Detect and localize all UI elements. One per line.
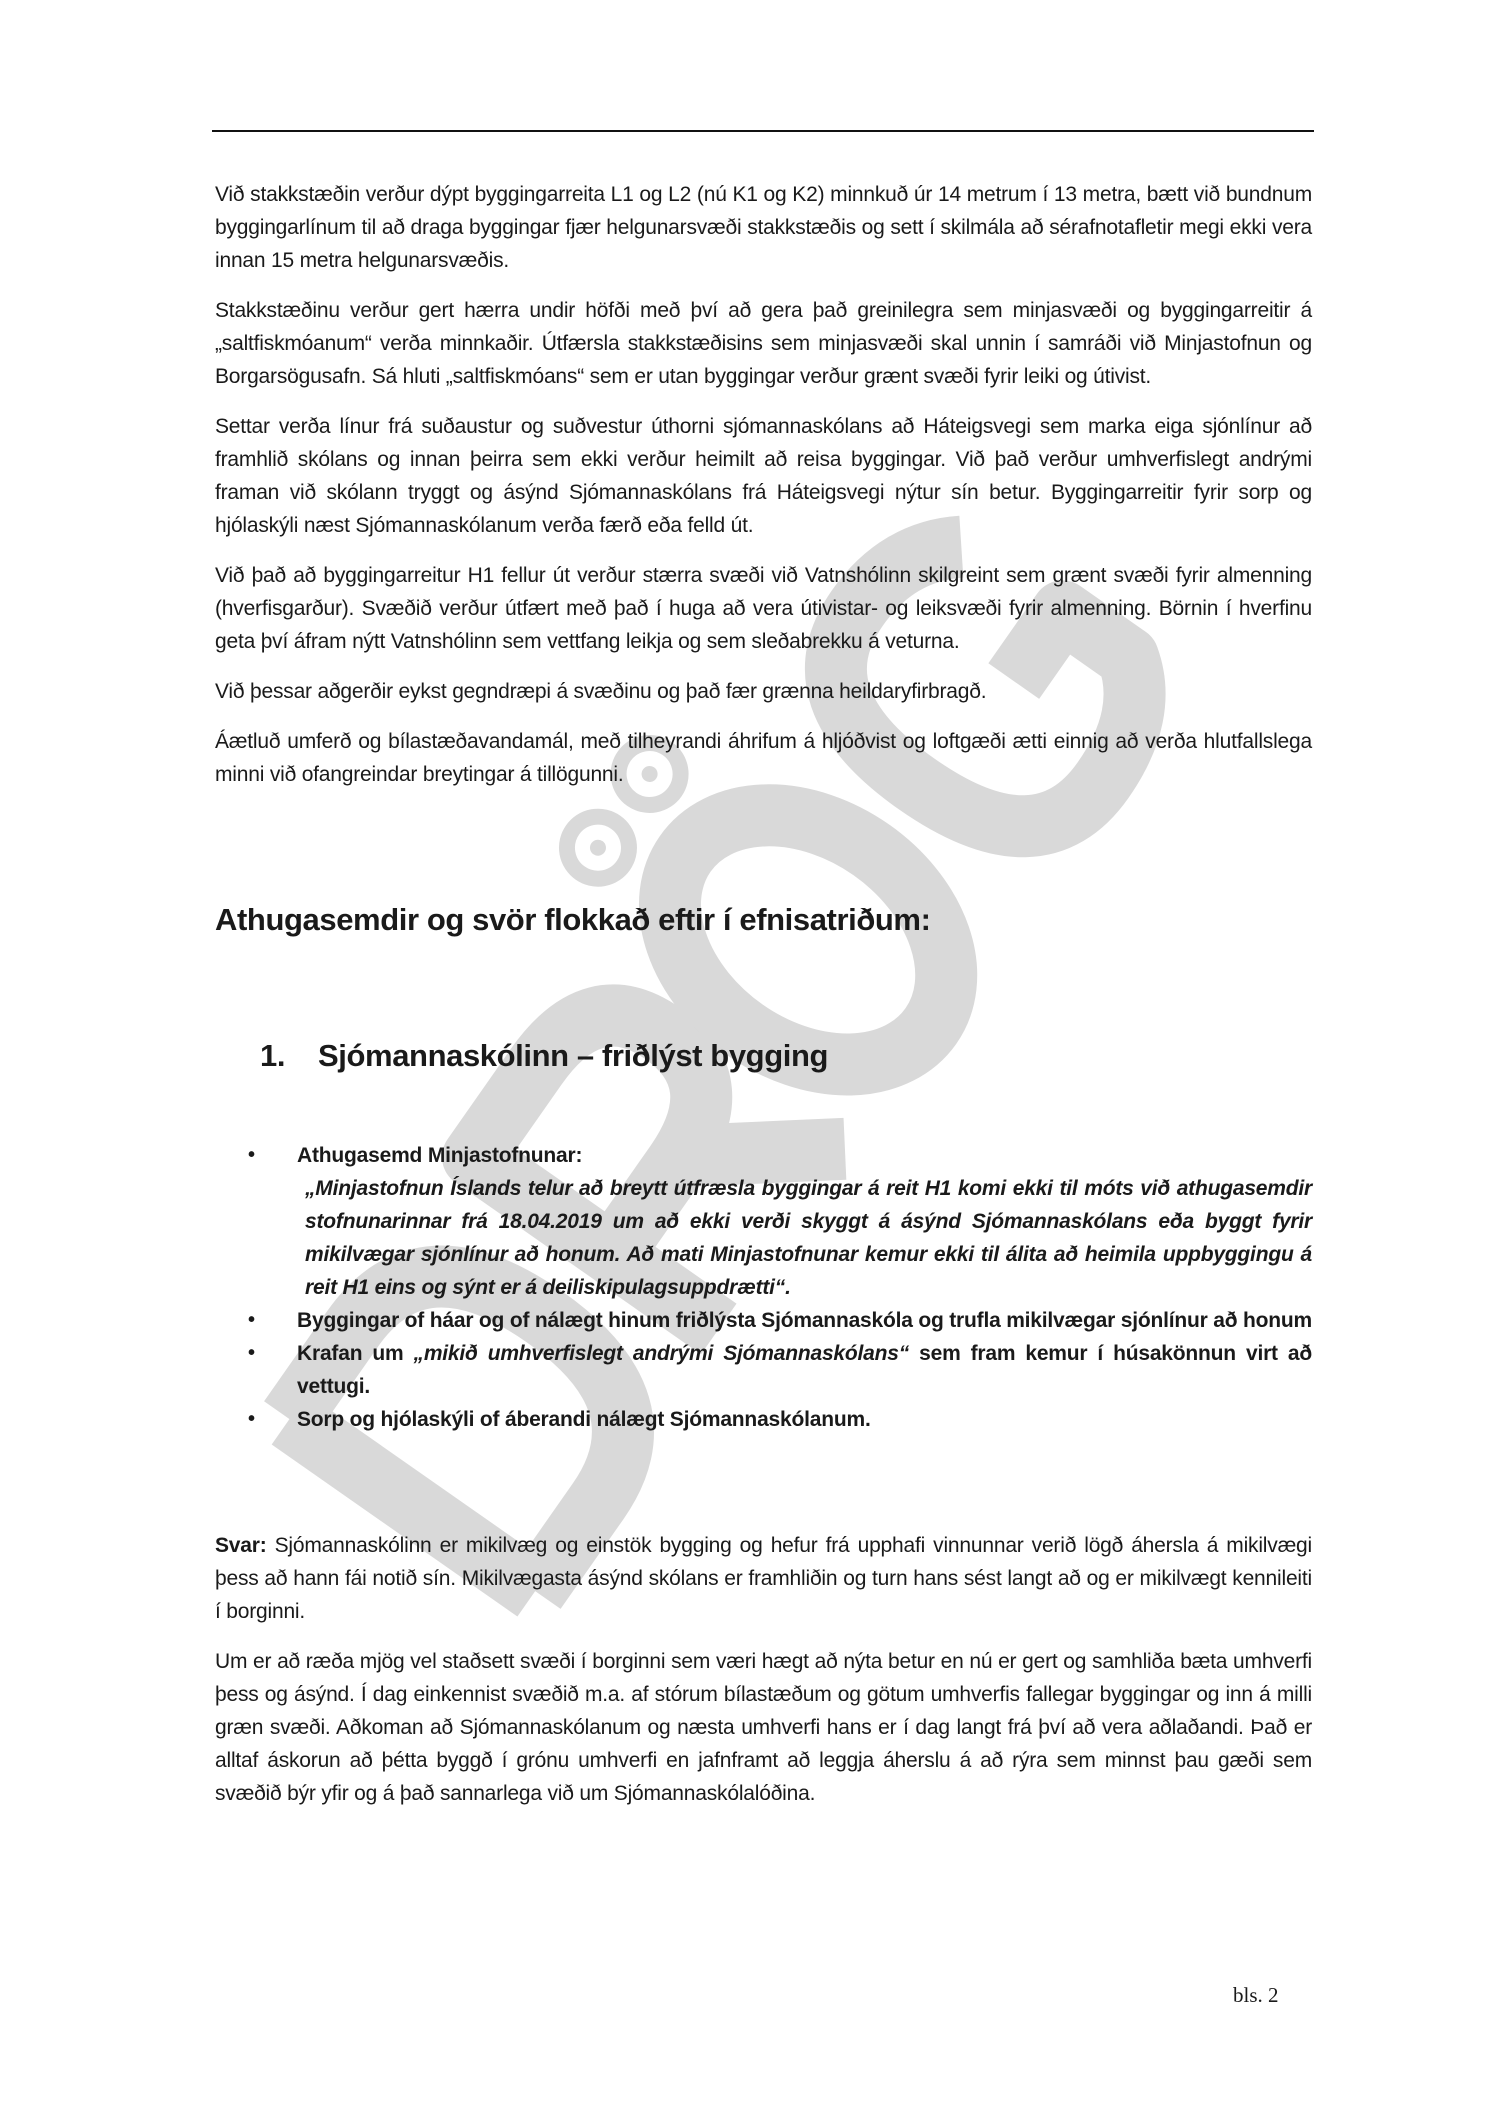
answer-paragraph-2: Um er að ræða mjög vel staðsett svæði í borginni sem væri hægt að nýta betur en nú er gert og samhliða bæta umhverfi þess og ásýnd. Í dag einkennist svæðið m.a. af stórum bílastæðum og götum umhverfis fallegar byggingar og inn á milli græn svæði. Aðkoman að Sjómannaskólanum og næsta umhverfi hans er í dag langt frá því að vera aðlaðandi. Það er alltaf áskorun að þétta byggð í grónu umhverfi en jafnframt að leggja áherslu á að rýra sem minnst þau gæði sem svæðið býr yfir og á það sannarlega við um Sjómannaskólalóðina. bbox=[215, 1650, 1312, 1805]
heading-text: Sjómannaskólinn – friðlýst bygging bbox=[318, 1038, 829, 1073]
list-item bbox=[215, 1337, 1312, 1403]
header-rule bbox=[212, 130, 1314, 132]
comment-text: Byggingar of háar og of nálægt hinum friðlýsta Sjómannaskóla og trufla mikilvægar sjónlínur að honum bbox=[297, 1309, 1312, 1332]
paragraph-gegndraepi: Við þessar aðgerðir eykst gegndræpi á svæðinu og það fær grænna heildaryfirbragð. bbox=[215, 680, 987, 703]
comment-quote: „Minjastofnun Íslands telur að breytt útfræsla byggingar á reit H1 komi ekki til móts við athugasemdir stofnunarinnar frá 18.04.2019 um að ekki verði skyggt á ásýnd Sjómannaskólans eða byggt fyrir mikilvægar sjónlínur að honum. Að mati Minjastofnunar kemur ekki til álita að heimila uppbyggingu á reit H1 eins og sýnt er á deiliskipulagsuppdrætti“. bbox=[305, 1177, 1312, 1299]
list-item bbox=[215, 1304, 1312, 1337]
answer-paragraph bbox=[215, 1529, 1312, 1628]
list-item bbox=[215, 1403, 1312, 1436]
paragraph-stakkstaedin: Við stakkstæðin verður dýpt byggingarreita L1 og L2 (nú K1 og K2) minnkuð úr 14 metrum í 13 metra, bætt við bundnum byggingarlínum til að draga byggingar fjær helgunarsvæði stakkstæðis og sett í skilmála að sérafnotafletir megi ekki vera innan 15 metra helgunarsvæðis. bbox=[215, 183, 1312, 272]
comment-text-post: sem fram kemur í húsakönnun virt að vettugi. bbox=[297, 1342, 1313, 1398]
document-body bbox=[215, 178, 1312, 1827]
bullet-icon: • bbox=[248, 1342, 255, 1364]
paragraph-sjonlinur: Settar verða línur frá suðaustur og suðvestur úthorni sjómannaskólans að Háteigsvegi sem marka eiga sjónlínur að framhlið skólans og innan þeirra sem ekki verður heimilt að reisa byggingar. Við það verður umhverfislegt andrými framan við skólann tryggt og ásýnd Sjómannaskólans frá Háteigsvegi nýtur sín betur. Byggingarreitir fyrir sorp og hjólaskýli næst Sjómannaskólanum verða færð eða felld út. bbox=[215, 415, 1312, 537]
paragraph-h1: Við það að byggingarreitur H1 fellur út verður stærra svæði við Vatnshólinn skilgreint sem grænt svæði fyrir almenning (hverfisgarður). Svæðið verður útfært með það í huga að vera útivistar- og leiksvæði fyrir almenning. Börnin í hverfinu geta því áfram nýtt Vatnshólinn sem vettfang leikja og sem sleðabrekku á veturna. bbox=[215, 564, 1312, 653]
comment-text-emphasis: „mikið umhverfislegt andrými Sjómannaskólans“ bbox=[413, 1342, 910, 1365]
heading-number: 1. bbox=[260, 1038, 286, 1073]
comments-list bbox=[215, 1139, 1312, 1436]
bullet-icon: • bbox=[248, 1309, 255, 1331]
paragraph-umferd: Áætluð umferð og bílastæðavandamál, með tilheyrandi áhrifum á hljóðvist og loftgæði ætti einnig að verða hlutfallslega minni við ofangreindar breytingar á tillögunni. bbox=[215, 730, 1312, 786]
comment-text-pre: Krafan um bbox=[297, 1342, 414, 1365]
page-number: bls. 2 bbox=[1233, 1983, 1279, 2007]
comment-text: Sorp og hjólaskýli of áberandi nálægt Sjómannaskólanum. bbox=[297, 1408, 871, 1431]
comment-title: Athugasemd Minjastofnunar: bbox=[297, 1144, 583, 1167]
paragraph-stakkstaedinu: Stakkstæðinu verður gert hærra undir höfði með því að gera það greinilegra sem minjasvæði og byggingarreitir á „saltfiskmóanum“ verða minnkaðir. Útfærsla stakkstæðisins sem minjasvæði skal unnin í samráði við Minjastofnun og Borgarsögusafn. Sá hluti „saltfiskmóans“ sem er utan byggingar verður grænt svæði fyrir leiki og útivist. bbox=[215, 299, 1312, 388]
answer-label: Svar: bbox=[215, 1534, 267, 1557]
list-item bbox=[215, 1139, 1312, 1304]
bullet-icon: • bbox=[248, 1408, 255, 1430]
answer-text: Sjómannaskólinn er mikilvæg og einstök bygging og hefur frá upphafi vinnunnar verið lögð áhersla á mikilvægi þess að hann fái notið sín. Mikilvægasta ásýnd skólans er framhliðin og turn hans sést langt að og er mikilvægt kennileiti í borginni. bbox=[215, 1534, 1312, 1623]
bullet-icon: • bbox=[248, 1144, 255, 1166]
section-heading: Athugasemdir og svör flokkað eftir í efnisatriðum: bbox=[215, 902, 931, 937]
numbered-heading bbox=[215, 1037, 1312, 1075]
